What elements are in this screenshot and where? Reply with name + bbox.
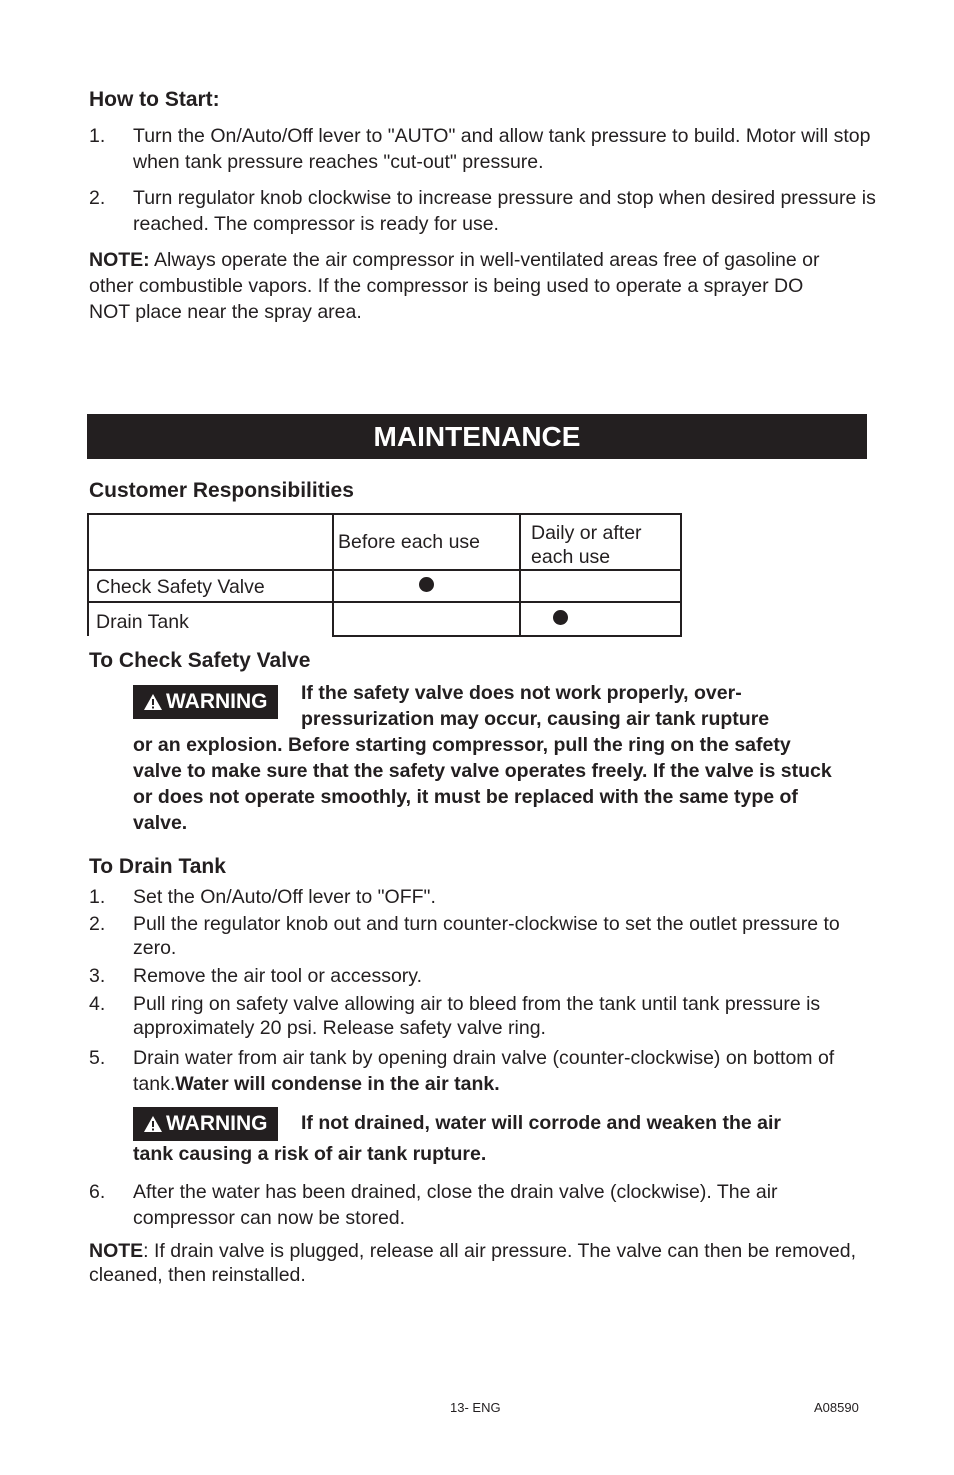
warning-triangle-icon: [143, 1115, 163, 1133]
step-number: 2.: [89, 913, 106, 935]
drain-tank-heading: To Drain Tank: [89, 855, 226, 878]
note-label: NOTE:: [89, 249, 150, 271]
start-note: [89, 247, 829, 325]
table-header-cell: Before each use: [333, 514, 520, 570]
drain-step-5: [89, 1045, 879, 1097]
step-text: Pull ring on safety valve allowing air to bleed from the tank until tank pressure is approximately 20 psi. Release safety valve ring.: [133, 993, 821, 1039]
step-number: 2.: [89, 187, 106, 209]
responsibilities-table: [87, 513, 682, 637]
table-header-cell: [88, 514, 333, 570]
check-safety-valve-heading: To Check Safety Valve: [89, 649, 311, 672]
table-header-cell: Daily or after each use: [520, 514, 681, 570]
bullet-dot-icon: [419, 577, 434, 592]
step-text: Remove the air tool or accessory.: [133, 965, 423, 987]
table-row: [88, 602, 681, 636]
table-row: [88, 570, 681, 602]
warning-label: WARNING: [166, 690, 268, 713]
maintenance-banner: MAINTENANCE: [87, 414, 867, 459]
warning-triangle-icon: [143, 693, 163, 711]
step-text: Pull the regulator knob out and turn counter-clockwise to set the outlet pressure to zero.: [133, 913, 840, 959]
drain-note: [89, 1239, 879, 1287]
how-to-start-heading: How to Start:: [89, 88, 220, 111]
step-text-bold: Water will condense in the air tank.: [175, 1073, 500, 1095]
step-text: After the water has been drained, close the drain valve (clockwise). The air compressor can now be stored.: [133, 1181, 778, 1229]
page-number: 13- ENG: [450, 1400, 501, 1415]
drain-step-4: [89, 992, 879, 1040]
row-label: Check Safety Valve: [88, 570, 333, 602]
row-label: Drain Tank: [88, 602, 333, 636]
step-number: 6.: [89, 1181, 106, 1203]
document-code: A08590: [814, 1400, 859, 1415]
warning-text-line: If not drained, water will corrode and weaken the air: [301, 1112, 782, 1134]
step-text: Set the On/Auto/Off lever to "OFF".: [133, 886, 436, 908]
start-step-1: [89, 123, 879, 175]
note-label: NOTE: [89, 1240, 144, 1262]
warning-text-line: pressurization may occur, causing air tank rupture: [301, 708, 770, 730]
drain-step-1: [89, 885, 879, 909]
note-text: Always operate the air compressor in well-ventilated areas free of gasoline or other combustible vapors. If the compressor is being used to operate a sprayer DO NOT place near the spray area.: [89, 249, 820, 323]
warning-badge: [133, 1107, 278, 1141]
step-number: 1.: [89, 125, 106, 147]
empty-cell: [520, 570, 681, 602]
step-number: 1.: [89, 886, 106, 908]
step-text: [133, 1045, 879, 1097]
drain-step-6: [89, 1179, 879, 1231]
warning-text-body: tank causing a risk of air tank rupture.: [133, 1143, 487, 1165]
step-number: 5.: [89, 1047, 106, 1069]
customer-responsibilities-heading: Customer Responsibilities: [89, 479, 354, 502]
warning-text-line: If the safety valve does not work properly, over-: [301, 682, 742, 704]
warning-badge: [133, 685, 278, 719]
bullet-dot-icon: [553, 610, 568, 625]
step-text: Turn regulator knob clockwise to increase pressure and stop when desired pressure is reached. The compressor is ready for use.: [133, 187, 876, 235]
start-step-2: [89, 185, 879, 237]
check-cell: [520, 602, 681, 636]
drain-step-2: [89, 912, 879, 960]
drain-step-3: [89, 964, 879, 988]
note-text: : If drain valve is plugged, release all air pressure. The valve can then be removed, cleaned, then reinstalled.: [89, 1240, 857, 1286]
empty-cell: [333, 602, 520, 636]
step-number: 4.: [89, 993, 106, 1015]
check-cell: [333, 570, 520, 602]
step-number: 3.: [89, 965, 106, 987]
warning-text-body: or an explosion. Before starting compressor, pull the ring on the safety valve to make sure that the safety valve operates freely. If the valve is stuck or does not operate smoothly, it must be replaced with the same type of valve.: [133, 734, 832, 834]
warning-label: WARNING: [166, 1112, 268, 1135]
table-header-row: [88, 514, 681, 570]
step-text: Turn the On/Auto/Off lever to "AUTO" and allow tank pressure to build. Motor will stop when tank pressure reaches "cut-out" pressure.: [133, 125, 871, 173]
step-text-main: Drain water from air tank by opening drain valve (counter-clockwise) on bottom of tank.: [133, 1047, 835, 1095]
